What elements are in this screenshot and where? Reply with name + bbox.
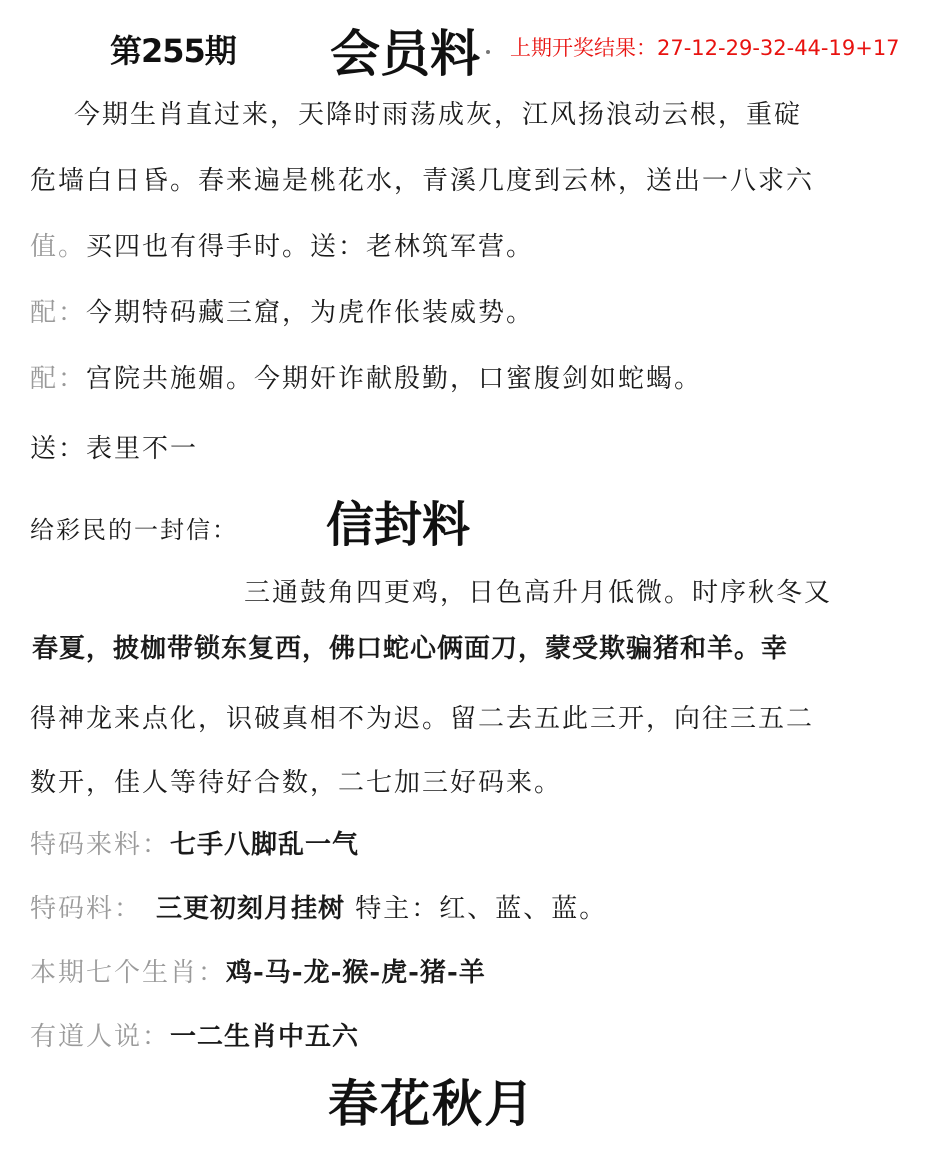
extra-row-3: [30, 952, 486, 989]
extra-row-4-value: 一二生肖中五六: [170, 1022, 360, 1052]
extra-row-3-label: 本期七个生肖：: [30, 958, 227, 988]
previous-result: 上期开奖结果：27-12-29-32-44-19+17: [510, 36, 900, 60]
issue-number: 第255期: [110, 32, 236, 70]
letter-line-4: 数开，佳人等待好合数，二七加三好码来。: [30, 768, 563, 798]
poem-line-2: 危墙白日昏。春来遍是桃花水，青溪几度到云林，送出一八求六: [30, 166, 815, 196]
poem-line-3-prefix: 值。: [30, 232, 87, 262]
letter-line-2: 春夏，披枷带锁东复西，佛口蛇心俩面刀，蒙受欺骗猪和羊。幸: [32, 634, 789, 664]
note-line-4-prefix: 配：: [30, 298, 87, 328]
note-line-5-text: 宫院共施媚。今期奸诈献殷勤，口蜜腹剑如蛇蝎。: [86, 364, 703, 394]
letter-line-3: 得神龙来点化，识破真相不为迟。留二去五此三开，向往三五二: [30, 704, 815, 734]
extra-row-2-suffix-value: 红、蓝、蓝。: [439, 894, 608, 924]
extra-row-3-value: 鸡-马-龙-猴-虎-猪-羊: [226, 958, 486, 988]
extra-row-1-label: 特码来料：: [30, 830, 171, 860]
extra-row-1-value: 七手八脚乱一气: [170, 830, 360, 860]
extra-row-4-label: 有道人说：: [30, 1022, 171, 1052]
note-line-4: [30, 292, 534, 329]
extra-row-2: [30, 888, 607, 925]
poem-line-3: [30, 226, 534, 263]
extra-row-1: [30, 824, 359, 861]
note-line-5: [30, 358, 702, 395]
extra-row-4: [30, 1016, 359, 1053]
footer-title: 春花秋月: [328, 1074, 536, 1133]
letter-line-1: 三通鼓角四更鸡，日色高升月低微。时序秋冬又: [244, 578, 833, 608]
page-title: 会员料: [330, 24, 480, 83]
extra-row-2-suffix-label: 特主：: [355, 894, 440, 924]
note-line-5-prefix: 配：: [30, 364, 87, 394]
title-dot: [486, 50, 490, 54]
extra-row-2-label: 特码料：: [30, 894, 143, 924]
poem-line-1: 今期生肖直过来，天降时雨荡成灰，江风扬浪动云根，重碇: [74, 100, 803, 130]
note-line-6: 送：表里不一: [30, 434, 199, 464]
extra-row-2-value: 三更初刻月挂树: [156, 894, 346, 924]
note-line-4-text: 今期特码藏三窟，为虎作伥装威势。: [86, 298, 535, 328]
letter-title: 信封料: [326, 497, 471, 553]
letter-label: 给彩民的一封信：: [30, 516, 238, 544]
poem-line-3-text: 买四也有得手时。送：老林筑军营。: [86, 232, 535, 262]
